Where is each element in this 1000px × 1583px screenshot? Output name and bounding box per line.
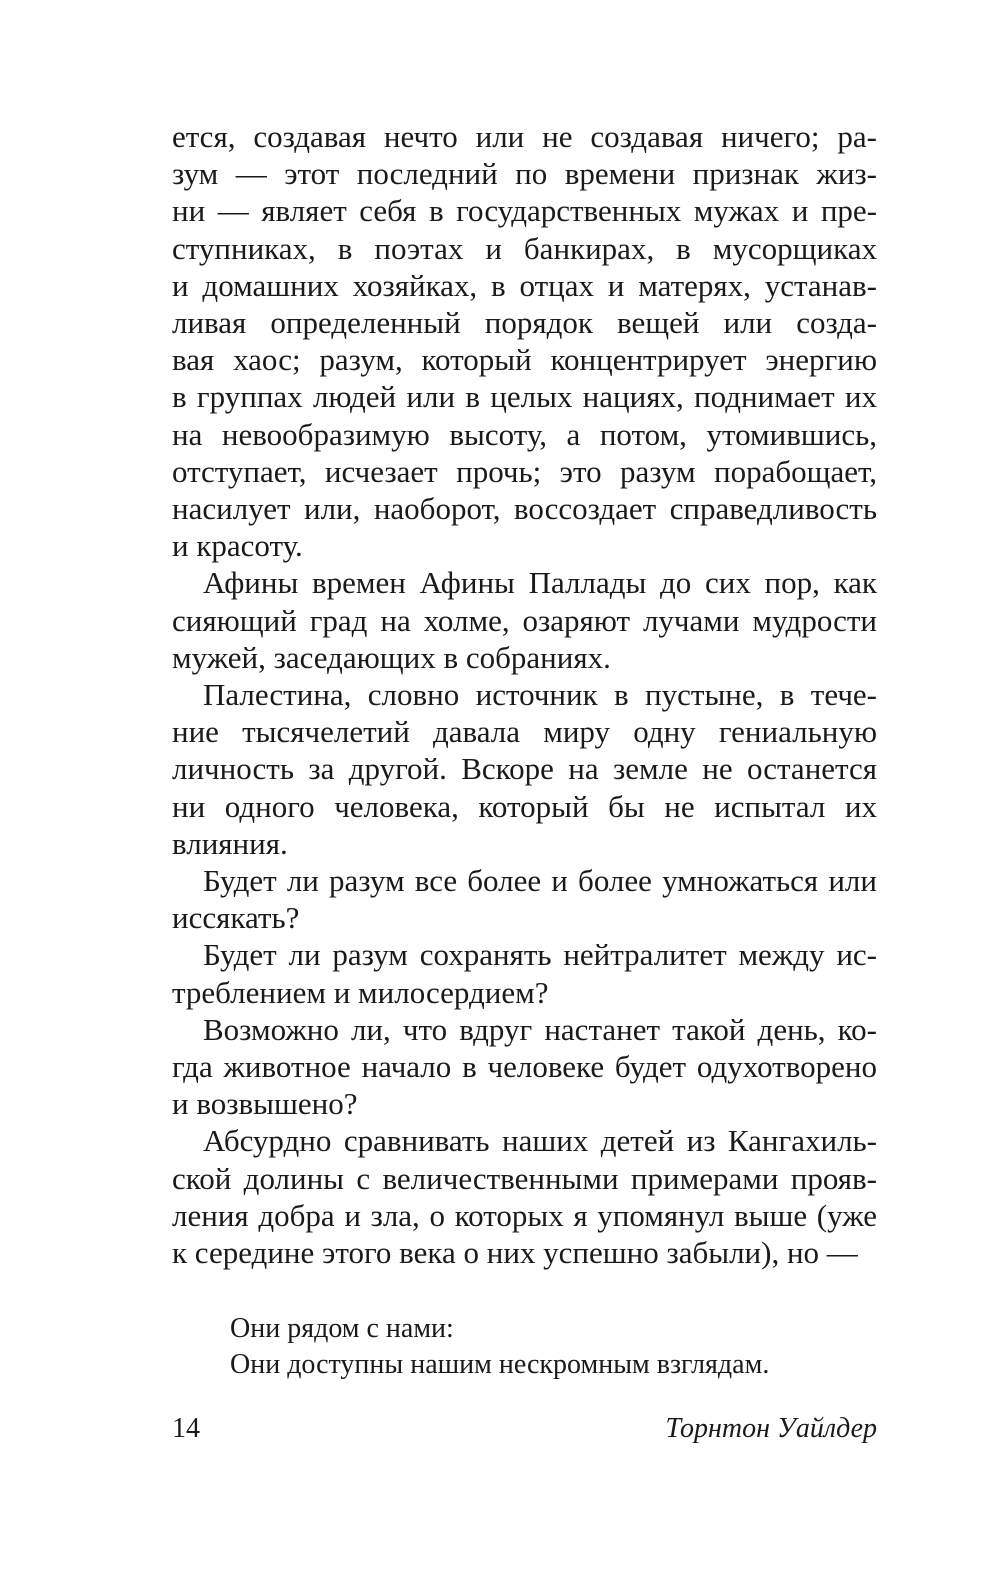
text-line: Будет ли разум сохранять нейтралитет между ис- bbox=[203, 937, 877, 973]
text-line: ни — являет себя в государственных мужах и пре- bbox=[172, 193, 877, 229]
text-line: отступает, исчезает прочь; это разум порабощает, bbox=[172, 453, 877, 489]
text-line: зум — этот последний по времени признак жиз- bbox=[172, 156, 877, 192]
text-line: мужей, заседающих в собраниях. bbox=[172, 639, 611, 675]
text-line: ни одного человека, который бы не испытал их bbox=[172, 788, 877, 824]
text-line: вая хаос; разум, который концентрирует энергию bbox=[172, 342, 877, 378]
text-line: гда животное начало в человеке будет одухотворено bbox=[172, 1049, 877, 1085]
text-line: Абсурдно сравнивать наших детей из Кангахиль- bbox=[203, 1123, 877, 1159]
text-line: насилует или, наоборот, воссоздает справедливость bbox=[172, 491, 877, 527]
text-line: ления добра и зла, о которых я упомянул выше (уже bbox=[172, 1197, 877, 1233]
text-line: и домашних хозяйках, в отцах и матерях, устанав- bbox=[172, 267, 877, 303]
text-line: сияющий град на холме, озаряют лучами мудрости bbox=[172, 602, 877, 638]
text-line: к середине этого века о них успешно забыли), но — bbox=[172, 1235, 858, 1271]
text-line: ливая определенный порядок вещей или созда- bbox=[172, 305, 877, 341]
text-line: Будет ли разум все более и более умножаться или bbox=[203, 863, 877, 899]
text-line: Афины времен Афины Паллады до сих пор, как bbox=[203, 565, 877, 601]
text-line: Возможно ли, что вдруг настанет такой день, ко- bbox=[203, 1011, 877, 1047]
text-line: в группах людей или в целых нациях, поднимает их bbox=[172, 379, 877, 415]
text-line: влияния. bbox=[172, 825, 288, 861]
text-line: Палестина, словно источник в пустыне, в тече- bbox=[203, 677, 877, 713]
text-line: и возвышено? bbox=[172, 1086, 358, 1122]
verse-line: Они рядом с нами: bbox=[230, 1313, 454, 1344]
page-body bbox=[172, 118, 877, 1271]
paragraph bbox=[172, 564, 877, 676]
text-line: на невообразимую высоту, а потом, утомившись, bbox=[172, 416, 877, 452]
page-number: 14 bbox=[172, 1413, 200, 1444]
paragraph bbox=[172, 862, 877, 936]
text-line: ской долины с величественными примерами прояв- bbox=[172, 1160, 877, 1196]
main-text bbox=[172, 118, 877, 1271]
text-line: ние тысячелетий давала миру одну гениальную bbox=[172, 714, 877, 750]
running-author: Торнтон Уайлдер bbox=[665, 1413, 877, 1444]
paragraph bbox=[172, 676, 877, 862]
text-line: треблением и милосердием? bbox=[172, 974, 549, 1010]
paragraph bbox=[172, 1011, 877, 1123]
paragraph bbox=[172, 1122, 877, 1271]
text-line: ется, создавая нечто или не создавая ничего; ра- bbox=[172, 119, 877, 154]
text-line: личность за другой. Вскоре на земле не останется bbox=[172, 751, 877, 787]
paragraph bbox=[172, 936, 877, 1010]
verse-line: Они доступны нашим нескромным взглядам. bbox=[230, 1349, 770, 1380]
text-line: иссякать? bbox=[172, 900, 300, 936]
text-line: ступниках, в поэтах и банкирах, в мусорщиках bbox=[172, 230, 877, 266]
text-line: и красоту. bbox=[172, 528, 303, 564]
verse-block bbox=[230, 1311, 769, 1383]
paragraph bbox=[172, 118, 877, 564]
